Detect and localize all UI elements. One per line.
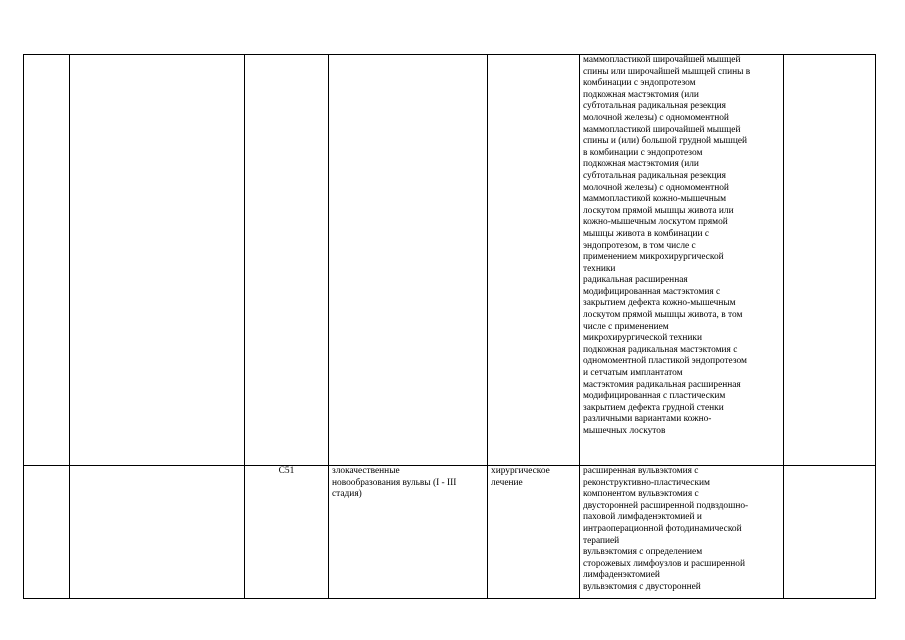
text-line: одномоментной пластикой эндопротезом: [583, 356, 747, 367]
icd-code-cell: C51: [245, 466, 329, 599]
text-line: техники: [583, 263, 616, 274]
text-line: маммопластикой широчайшей мышцей: [583, 124, 741, 135]
text-line: микрохирургической техники: [583, 333, 702, 344]
text-line: модифицированная мастэктомия с: [583, 286, 721, 297]
text-line: стадия): [332, 489, 362, 500]
treatment-type-cell: [488, 55, 580, 466]
text-line: компонентом вульвэктомия с: [583, 489, 699, 500]
text-line: вульвэктомия с определением: [583, 547, 703, 558]
text-line: комбинации с эндопротезом: [583, 78, 696, 89]
text-line: мастэктомия радикальная расширенная: [583, 379, 741, 390]
text-line: лоскутом прямой мышцы живота или: [583, 205, 734, 216]
text-line: различными вариантами кожно-: [583, 414, 712, 425]
number-cell: [24, 466, 70, 599]
text-line: подкожная мастэктомия (или: [583, 89, 699, 100]
text-line: спины и (или) большой грудной мышцей: [583, 136, 748, 147]
text-line: закрытием дефекта грудной стенки: [583, 402, 724, 413]
text-line: радикальная расширенная: [583, 275, 688, 286]
text-line: расширенная вульвэктомия с: [583, 466, 699, 476]
text-line: субтотальная радикальная резекция: [583, 101, 726, 112]
text-line: терапией: [583, 535, 620, 546]
text-line: новообразования вульвы (I - III: [332, 477, 457, 488]
text-line: маммопластикой широчайшей мышцей: [583, 55, 741, 65]
text-line: применением микрохирургической: [583, 252, 724, 263]
text-line: паховой лимфаденэктомией и: [583, 512, 702, 523]
text-line: спины или широчайшей мышцей спины в: [583, 66, 751, 77]
text-line: сторожевых лимфоузлов и расширенной: [583, 558, 745, 569]
text-line: хирургическое: [491, 466, 550, 476]
profile-cell: [70, 466, 245, 599]
standard-cost-cell: [784, 466, 876, 599]
standard-cost-cell: [784, 55, 876, 466]
text-line: и сетчатым имплантатом: [583, 368, 683, 379]
treatment-methods-cell: [580, 55, 784, 466]
text-line: закрытием дефекта кожно-мышечным: [583, 298, 736, 309]
text-line: молочной железы) с одномоментной: [583, 182, 729, 193]
text-line: лоскутом прямой мышцы живота, в том: [583, 310, 743, 321]
diagnosis-cell: [329, 466, 488, 599]
text-line: кожно-мышечным лоскутом прямой: [583, 217, 728, 228]
number-cell: [24, 55, 70, 466]
diagnosis-cell: [329, 55, 488, 466]
text-line: в комбинации с эндопротезом: [583, 147, 703, 158]
text-line: подкожная мастэктомия (или: [583, 159, 699, 170]
text-line: реконструктивно-пластическим: [583, 477, 710, 488]
profile-cell: [70, 55, 245, 466]
medical-care-table: [23, 54, 876, 599]
text-line: лечение: [491, 477, 523, 488]
text-line: мышечных лоскутов: [583, 426, 666, 436]
text-line: мышцы живота в комбинации с: [583, 228, 710, 239]
table-row: [24, 55, 876, 466]
text-line: молочной железы) с одномоментной: [583, 112, 729, 123]
table-row: [24, 466, 876, 599]
icd-code-cell: [245, 55, 329, 466]
text-line: числе с применением: [583, 321, 669, 332]
treatment-type-cell: [488, 466, 580, 599]
text-line: подкожная радикальная мастэктомия с: [583, 344, 738, 355]
text-line: злокачественные: [332, 466, 400, 476]
text-line: вульвэктомия с двусторонней: [583, 581, 701, 592]
text-line: эндопротезом, в том числе с: [583, 240, 696, 251]
text-line: лимфаденэктомией: [583, 570, 660, 581]
treatment-methods-cell: [580, 466, 784, 599]
text-line: модифицированная с пластическим: [583, 391, 726, 402]
text-line: субтотальная радикальная резекция: [583, 170, 726, 181]
text-line: двусторонней расширенной подвздошно-: [583, 500, 749, 511]
text-line: маммопластикой кожно-мышечным: [583, 194, 727, 205]
text-line: интраоперационной фотодинамической: [583, 523, 742, 534]
